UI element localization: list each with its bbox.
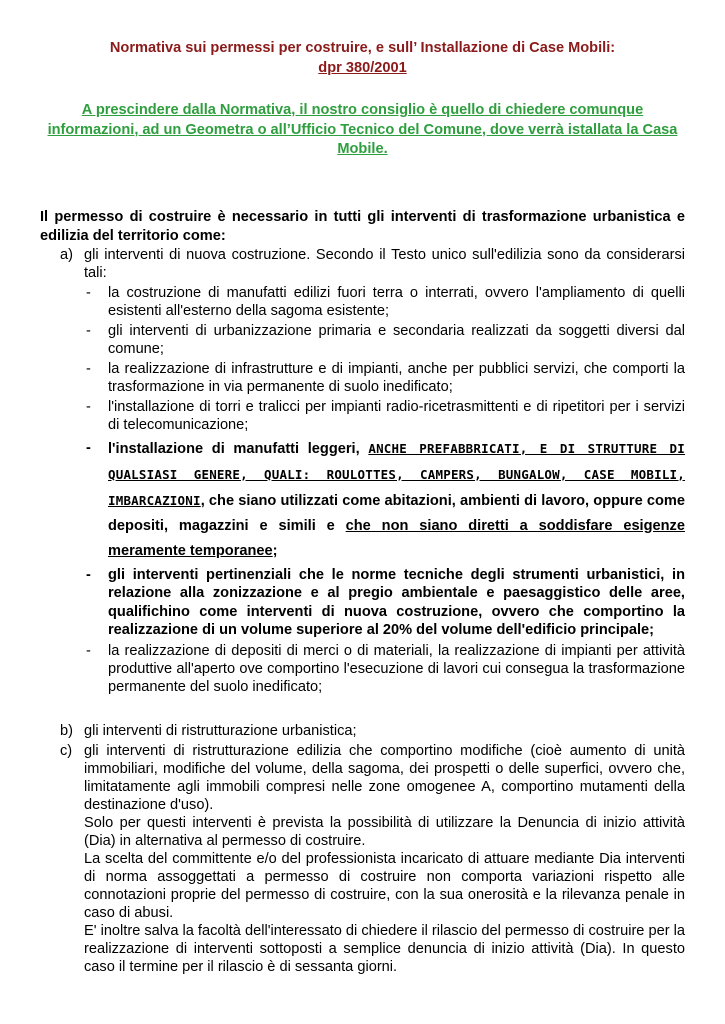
list-marker-c: c) <box>60 742 73 759</box>
sub-item-text: gli interventi di urbanizzazione primaria e secondaria realizzati da soggetti diversi dal comune; <box>108 322 685 357</box>
list-item-b <box>40 722 685 740</box>
sub-item-5-highlight: ANCHE PREFABBRICATI, E DI STRUTTURE DI QUALSIASI GENERE, QUALI: ROULOTTES, CAMPERS, BUNGALOW, CASE MOBILI, IMBARCAZIONI <box>108 440 685 508</box>
item-c-paragraph-3: E' inoltre salva la facoltà dell'interessato di chiedere il rilascio del permesso di costruire per la realizzazione di interventi sottoposti a semplice denuncia di inizio attività (Dia). In questo caso il termine per il rilascio è di sessanta giorni. <box>84 922 685 975</box>
item-c-paragraph-2: La scelta del committente e/o del professionista incaricato di attuare mediante Dia interventi di norma assoggettati a permesso di costruire non comporta variazioni rispetto alle connotazioni proprie del permesso di costruire, con la sua onerosità e la rilevanza penale in caso di abusi. <box>84 850 685 921</box>
sub-item-3 <box>40 360 685 396</box>
dash-marker: - <box>86 439 91 456</box>
sub-item-5 <box>40 436 685 564</box>
sub-item-5-middle: , che siano utilizzati come abitazioni, ambienti di lavoro, oppure come depositi, magazzini e simili e <box>108 492 685 534</box>
list-marker-a: a) <box>60 246 73 263</box>
sub-item-4 <box>40 398 685 434</box>
dash-marker: - <box>86 322 91 339</box>
sub-item-6 <box>40 566 685 640</box>
item-list <box>40 246 685 976</box>
sub-item-text: la realizzazione di depositi di merci o di materiali, la realizzazione di impianti per attività produttive all'aperto ove comportino l'esecuzione di lavori cui consegua la trasformazione permanente del suolo inedificato; <box>108 642 685 695</box>
sub-item-1 <box>40 284 685 320</box>
item-a-text: gli interventi di nuova costruzione. Secondo il Testo unico sull'edilizia sono da considerarsi tali: <box>84 246 685 281</box>
dash-marker: - <box>86 642 91 659</box>
advice-note: A prescindere dalla Normativa, il nostro consiglio è quello di chiedere comunque informazioni, ad un Geometra o all’Ufficio Tecnico del Comune, dove verrà istallata la Casa Mobile. <box>47 102 678 157</box>
sub-item-text: gli interventi pertinenziali che le norme tecniche degli strumenti urbanistici, in relazione alla zonizzazione e al pregio ambientale e paesaggistico delle aree, qualifichino come interventi di nuova costruzione, ovvero che comportino la realizzazione di un volume superiore al 20% del volume dell'edificio principale; <box>108 566 685 638</box>
sub-item-text: la realizzazione di infrastrutture e di impianti, anche per pubblici servizi, che comporti la trasformazione in via permanente di suolo inedificato; <box>108 360 685 395</box>
sub-item-7 <box>40 642 685 696</box>
item-b-text: gli interventi di ristrutturazione urbanistica; <box>84 722 357 739</box>
dash-marker: - <box>86 360 91 377</box>
document-title <box>40 38 685 78</box>
dash-marker: - <box>86 398 91 415</box>
list-item-a <box>40 246 685 282</box>
sub-item-5-lead: l'installazione di manufatti leggeri, <box>108 440 360 457</box>
sub-item-5-emphasis: che non siano diretti a soddisfare esigenze meramente temporanee <box>108 517 685 559</box>
sub-item-2 <box>40 322 685 358</box>
sub-item-5-end: ; <box>272 542 278 559</box>
list-marker-b: b) <box>60 722 73 739</box>
decree-reference: dpr 380/2001 <box>318 60 407 76</box>
item-c-paragraph-1: Solo per questi interventi è prevista la possibilità di utilizzare la Denuncia di inizio attività (Dia) in alternativa al permesso di costruire. <box>84 814 685 849</box>
sub-item-text: la costruzione di manufatti edilizi fuori terra o interrati, ovvero l'ampliamento di quelli esistenti all'esterno della sagoma esistente; <box>108 284 685 319</box>
dash-marker: - <box>86 566 91 583</box>
item-c-text: gli interventi di ristrutturazione edilizia che comportino modifiche (cioè aumento di unità immobiliari, modifiche del volume, della sagoma, dei prospetti o delle superfici, ovvero che, limitatamente agli immobili compresi nelle zone omogenee A, comportino mutamenti della destinazione d'uso). <box>84 742 685 813</box>
dash-marker: - <box>86 284 91 301</box>
list-item-c <box>40 742 685 814</box>
intro-paragraph: Il permesso di costruire è necessario in tutti gli interventi di trasformazione urbanistica e edilizia del territorio come: <box>40 208 685 244</box>
title-text: Normativa sui permessi per costruire, e sull’ Installazione di Case Mobili: <box>109 40 616 56</box>
sub-item-text: l'installazione di torri e tralicci per impianti radio-ricetrasmittenti e di ripetitori per i servizi di telecomunicazione; <box>108 398 685 433</box>
